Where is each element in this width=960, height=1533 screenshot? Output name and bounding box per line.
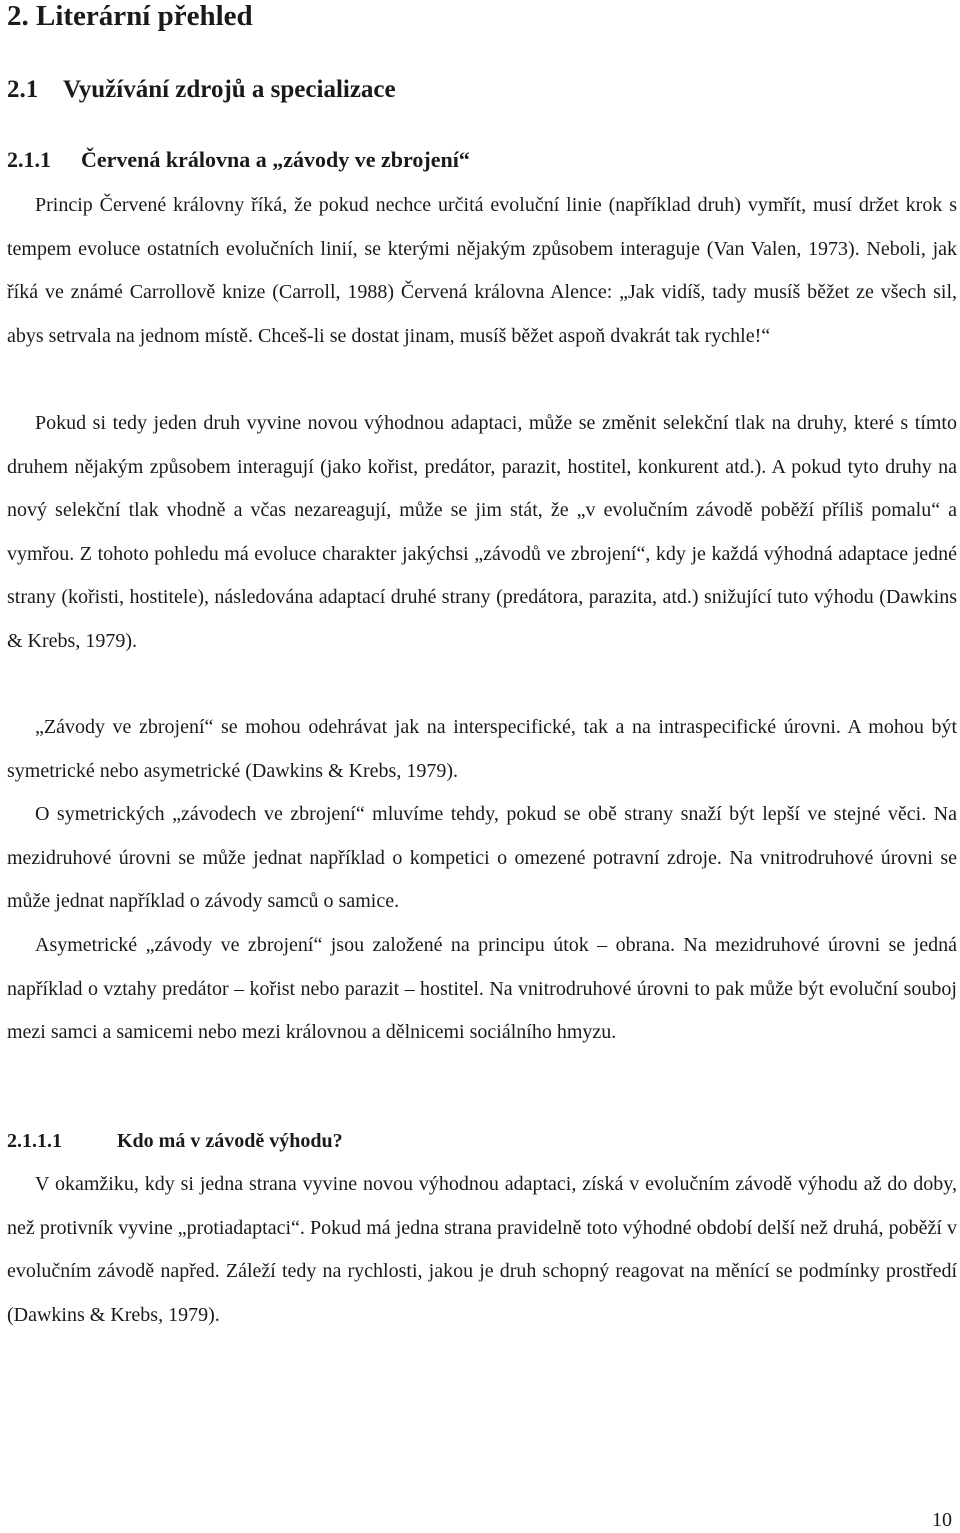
section-heading	[7, 74, 396, 106]
chapter-number: 2.	[7, 0, 29, 32]
chapter-title: Literární přehled	[36, 0, 253, 32]
paragraph-who-has-advantage: V okamžiku, kdy si jedna strana vyvine novou výhodnou adaptaci, získá v evolučním závodě výhodu až do doby, než protivník vyvine „protiadaptaci“. Pokud má jedna strana pravidelně toto výhodné období delší než druhá, poběží v evolučním závodě napřed. Záleží tedy na rychlosti, jakou je druh schopný reagovat na měnící se podmínky prostředí (Dawkins & Krebs, 1979).	[7, 1173, 957, 1326]
section-title: Využívání zdrojů a specializace	[63, 76, 396, 103]
subsection-heading	[7, 145, 470, 175]
paragraph-red-queen: Princip Červené královny říká, že pokud nechce určitá evoluční linie (například druh) vymřít, musí držet krok s tempem evoluce ostatních evolučních linií, se kterými nějakým způsobem interaguje (Van Valen, 1973). Neboli, jak říká ve známé Carrollově knize (Carroll, 1988) Červená královna Alence: „Jak vidíš, tady musíš běžet ze všech sil, abys setrvala na jednom místě. Chceš-li se dostat jinam, musíš běžet aspoň dvakrát tak rychle!“	[7, 194, 957, 347]
paragraph-asymmetric-races: Asymetrické „závody ve zbrojení“ jsou založené na principu útok – obrana. Na mezidruhové úrovni se jedná například o vztahy predátor – kořist nebo parazit – hostitel. Na vnitrodruhové úrovni to pak může být evoluční souboj mezi samci a samicemi nebo mezi královnou a dělnicemi sociálního hmyzu.	[7, 934, 957, 1043]
paragraph-selection-pressure: Pokud si tedy jeden druh vyvine novou výhodnou adaptaci, může se změnit selekční tlak na druhy, které s tímto druhem nějakým způsobem interagují (jako kořist, predátor, parazit, hostitel, konkurent atd.). A pokud tyto druhy na nový selekční tlak vhodně a včas nezareagují, může se jim stát, že „v evolučním závodě poběží příliš pomalu“ a vymřou. Z tohoto pohledu má evoluce charakter jakýchsi „závodů ve zbrojení“, kdy je každá výhodná adaptace jedné strany (kořisti, hostitele), následována adaptací druhé strany (predátora, parazita, atd.) snižující tuto výhodu (Dawkins & Krebs, 1979).	[7, 412, 957, 652]
subsubsection-number: 2.1.1.1	[7, 1130, 62, 1152]
subsubsection-heading	[7, 1126, 343, 1156]
subsection-number: 2.1.1	[7, 147, 51, 172]
subsubsection-title: Kdo má v závodě výhodu?	[117, 1130, 343, 1152]
paragraph-arms-race-levels: „Závody ve zbrojení“ se mohou odehrávat jak na interspecifické, tak a na intraspecifické úrovni. A mohou být symetrické nebo asymetrické (Dawkins & Krebs, 1979).	[7, 716, 957, 782]
chapter-heading	[7, 0, 253, 34]
subsection-title: Červená královna a „závody ve zbrojení“	[81, 147, 470, 172]
section-number: 2.1	[7, 76, 39, 103]
paragraph-symmetric-races: O symetrických „závodech ve zbrojení“ mluvíme tehdy, pokud se obě strany snaží být lepší ve stejné věci. Na mezidruhové úrovni se může jednat například o kompetici o omezené potravní zdroje. Na vnitrodruhové úrovni se může jednat například o závody samců o samice.	[7, 803, 957, 912]
page-number: 10	[932, 1509, 952, 1531]
